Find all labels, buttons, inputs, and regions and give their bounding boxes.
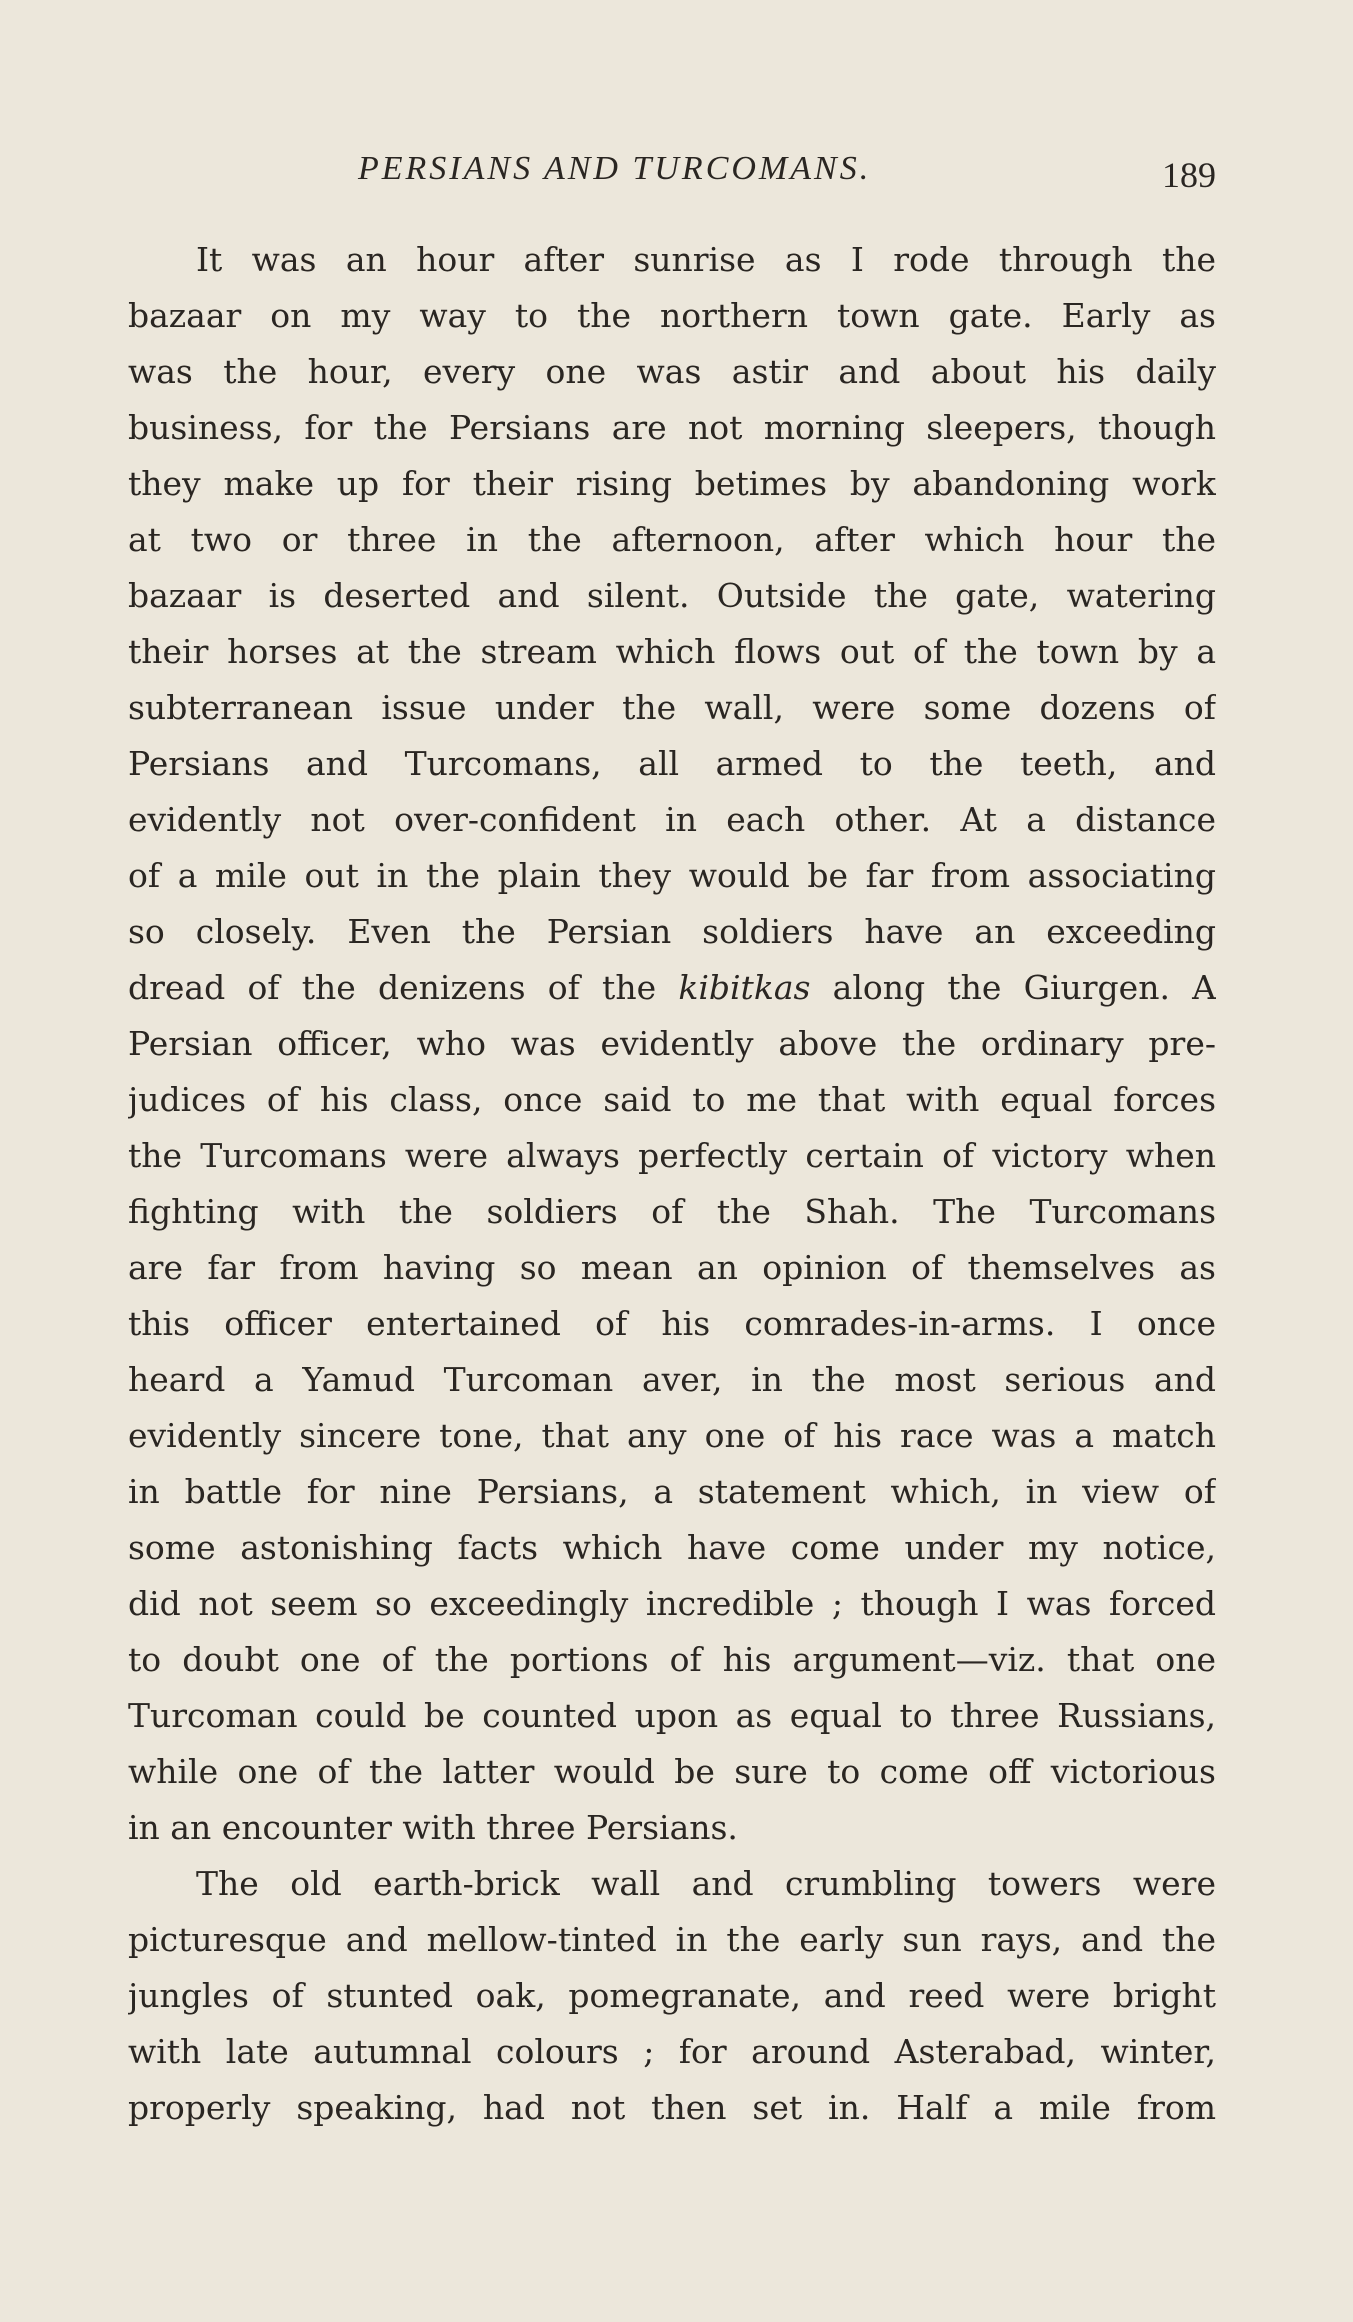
text-line: judices of his class, once said to me that with equal forces (128, 1080, 1216, 1119)
text-line: It was an hour after sunrise as I rode through the (196, 240, 1216, 279)
text-line: this officer entertained of his comrades-in-arms. I once (128, 1304, 1216, 1343)
text-line: evidently sincere tone, that any one of his race was a match (128, 1416, 1216, 1455)
text-line: of a mile out in the plain they would be far from associating (128, 856, 1216, 895)
running-head: PERSIANS AND TURCOMANS. (358, 150, 872, 187)
text-line: subterranean issue under the wall, were some dozens of (128, 688, 1216, 727)
text-segment: along the Giurgen. A (832, 968, 1216, 1007)
text-line: business, for the Persians are not morning sleepers, though (128, 408, 1216, 447)
text-line: while one of the latter would be sure to come off victorious (128, 1752, 1216, 1791)
text-line: picturesque and mellow-tinted in the early sun rays, and the (128, 1920, 1216, 1959)
text-line: jungles of stunted oak, pomegranate, and reed were bright (128, 1976, 1216, 2015)
paragraph-2 (128, 1856, 1216, 2136)
text-line: are far from having so mean an opinion of themselves as (128, 1248, 1216, 1287)
text-line: evidently not over-confident in each other. At a distance (128, 800, 1216, 839)
text-line: did not seem so exceedingly incredible ; though I was forced (128, 1584, 1216, 1623)
text-line: was the hour, every one was astir and about his daily (128, 352, 1216, 391)
text-segment: dread of the denizens of the (128, 968, 657, 1007)
text-line: their horses at the stream which flows out of the town by a (128, 632, 1216, 671)
text-line: to doubt one of the portions of his argument—viz. that one (128, 1640, 1216, 1679)
text-line: bazaar is deserted and silent. Outside the gate, watering (128, 576, 1216, 615)
text-line: with late autumnal colours ; for around Asterabad, winter, (128, 2032, 1216, 2071)
text-line: Turcoman could be counted upon as equal to three Russians, (128, 1696, 1216, 1735)
text-line: in battle for nine Persians, a statement which, in view of (128, 1472, 1216, 1511)
body-text (128, 232, 1216, 2136)
text-line: Persians and Turcomans, all armed to the teeth, and (128, 744, 1216, 783)
text-line: bazaar on my way to the northern town gate. Early as (128, 296, 1216, 335)
text-line: fighting with the soldiers of the Shah. The Turcomans (128, 1192, 1216, 1231)
text-line: heard a Yamud Turcoman aver, in the most serious and (128, 1360, 1216, 1399)
text-line: The old earth-brick wall and crumbling towers were (196, 1864, 1216, 1903)
page-number: 189 (1162, 155, 1216, 195)
page-header (128, 150, 1216, 210)
italic-word: kibitkas (678, 968, 811, 1007)
text-line: Persian officer, who was evidently above the ordinary pre- (128, 1024, 1216, 1063)
text-line: the Turcomans were always perfectly certain of victory when (128, 1136, 1216, 1175)
text-line-with-italic (128, 960, 1216, 1016)
text-line: some astonishing facts which have come under my notice, (128, 1528, 1216, 1567)
paragraph-1 (128, 232, 1216, 1856)
text-line: so closely. Even the Persian soldiers have an exceeding (128, 912, 1216, 951)
text-line: they make up for their rising betimes by abandoning work (128, 464, 1216, 503)
text-line: at two or three in the afternoon, after which hour the (128, 520, 1216, 559)
text-line: properly speaking, had not then set in. Half a mile from (128, 2088, 1216, 2127)
text-line: in an encounter with three Persians. (128, 1808, 738, 1847)
